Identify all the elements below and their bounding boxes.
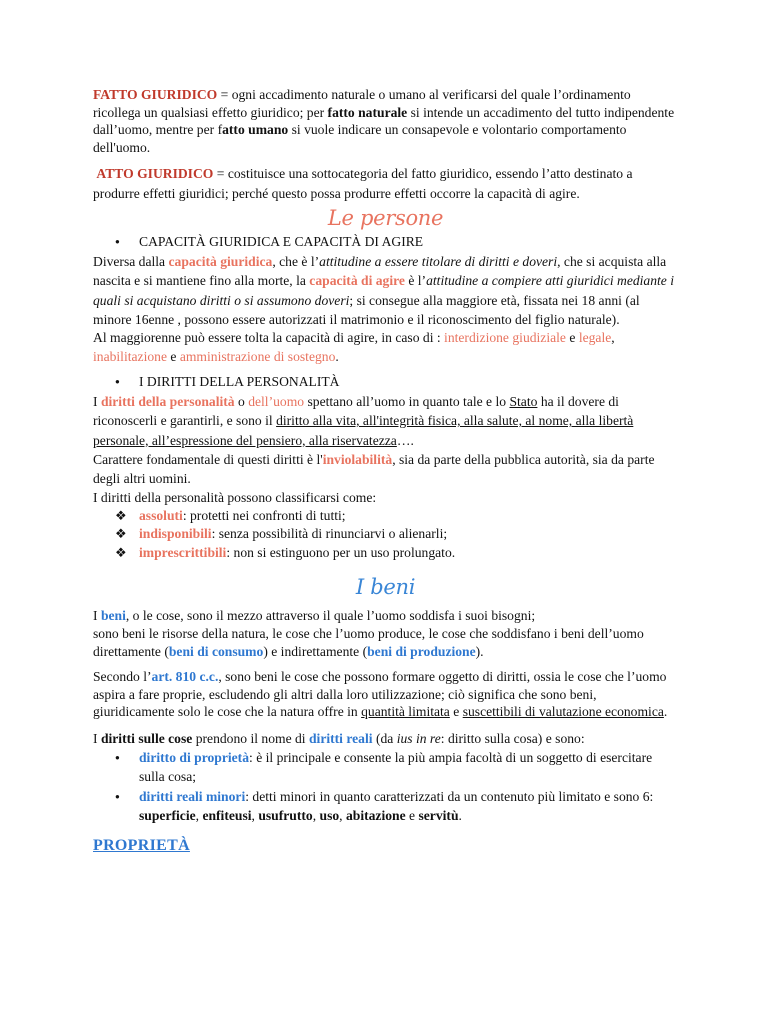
text: si vuole indicare un consapevole e volontario comportamento dell'uomo. (93, 122, 627, 155)
text: e (565, 330, 579, 346)
text: , sia da parte della pubblica autorità, sia da parte degli altri uomini. (93, 451, 655, 486)
text: (da (372, 731, 397, 747)
text: : detti minori in quanto caratterizzati da un contenuto più limitato e sono 6: (245, 788, 654, 804)
term-art-810: art. 810 c.c. (151, 669, 219, 685)
paragraph-classificazione: I diritti della personalità possono classificarsi come: (93, 489, 377, 505)
separator: e (405, 807, 419, 823)
underlined-term: suscettibili di valutazione economica (462, 704, 664, 720)
paragraph-beni-intro (93, 606, 678, 626)
heading-le-persone: Le persone (327, 206, 444, 231)
latin-term: ius in re (396, 731, 441, 747)
text: I (93, 393, 101, 409)
bullet-item-capacita: ● CAPACITÀ GIURIDICA E CAPACITÀ DI AGIRE (93, 233, 678, 252)
term: assoluti (139, 507, 183, 523)
term-diritti-sulle-cose: diritti sulle cose (100, 731, 193, 747)
paragraph-capacita (93, 252, 678, 329)
text: = ogni accadimento naturale o umano al verificarsi del quale l’ordinamento ricollega un qualsiasi effetto giuridico; per (93, 87, 631, 120)
bullet-list-capacita (93, 233, 678, 252)
text: : è il principale e consente la più ampia facoltà di un soggetto di esercitare sulla cosa; (139, 750, 653, 785)
text: sono beni le risorse della natura, le cose che l’uomo produce, le cose che soddisfano i beni dell’uomo direttamente ( (93, 626, 644, 659)
heading-proprieta: PROPRIETÀ (93, 837, 190, 855)
text: e (449, 704, 463, 720)
term-beni-consumo: beni di consumo (168, 643, 264, 659)
text: . (663, 704, 668, 720)
text: Diversa dalla (93, 253, 169, 269)
list-item (93, 507, 678, 526)
paragraph-carattere (93, 450, 678, 488)
term-diritti-reali: diritti reali (308, 731, 373, 747)
term: enfiteusi (202, 807, 252, 823)
text: o (234, 393, 249, 409)
definition: attitudine a essere titolare di diritti e doveri (319, 253, 558, 269)
term-capacita-giuridica: capacità giuridica (168, 253, 273, 269)
paragraph-diritti-personalita (93, 392, 678, 450)
paragraph-atto-giuridico (93, 164, 678, 203)
diamond-icon: ❖ (115, 526, 127, 542)
list-item (93, 748, 678, 787)
underlined-list: diritto alla vita, all'integrità fisica, alla salute, al nome, alla libertà personale, all’espressione del pensiero, alla riservatezza (93, 413, 634, 448)
separator: , (312, 807, 320, 823)
bullet-list-diritti (93, 373, 678, 392)
text: …. (396, 432, 414, 448)
text: , (611, 330, 615, 346)
term-diritti-personalita: diritti della personalità (100, 393, 235, 409)
term: indisponibili (139, 526, 212, 542)
text: I (93, 607, 101, 623)
text: ) e indirettamente ( (263, 643, 368, 659)
text: ). (475, 643, 484, 659)
term-inviolabilita: inviolabilità (322, 451, 393, 467)
text: ha il dovere di riconoscerli e garantirli, e sono il (93, 393, 619, 429)
term-legale: legale (578, 330, 612, 346)
diamond-list (93, 507, 678, 563)
paragraph-maggiorenne (93, 329, 678, 366)
term: servitù (418, 807, 459, 823)
separator: , (339, 807, 346, 823)
paragraph-fatto-giuridico (93, 86, 678, 156)
bullet-list-diritti-reali (93, 748, 678, 825)
separator: . (458, 807, 462, 823)
text: = costituisce una sottocategoria del fatto giuridico, essendo l’atto destinato a produrre effetti giuridici; perché questo possa produrre effetti occorre la capacità di agire. (93, 166, 633, 201)
term-beni-produzione: beni di produzione (367, 643, 476, 659)
term: uso (319, 807, 340, 823)
term: imprescrittibili (139, 545, 227, 561)
term-atto-giuridico: ATTO GIURIDICO (96, 166, 214, 182)
term-interdizione: interdizione giudiziale (444, 330, 566, 346)
term-capacita-di-agire: capacità di agire (309, 273, 405, 289)
term-diritti-reali-minori: diritti reali minori (139, 788, 246, 804)
term-stato: Stato (509, 393, 538, 409)
list-item (93, 544, 678, 563)
term-beni: beni (100, 607, 126, 623)
text: ; si consegue alla maggiore età, fissata nei 18 anni (al minore 16enne , possono essere autorizzati il matrimonio e il riconoscimento del figlio naturale). (93, 292, 640, 327)
bullet-item-diritti: ● I DIRITTI DELLA PERSONALITÀ (93, 373, 678, 392)
list-item (93, 525, 678, 544)
text: I (93, 731, 101, 747)
separator: , (251, 807, 259, 823)
text: . (335, 348, 339, 364)
term-atto-umano: atto umano (222, 122, 289, 138)
paragraph-diritti-reali (93, 729, 678, 748)
text: : protetti nei confronti di tutti; (182, 507, 346, 523)
paragraph-art-810 (93, 668, 678, 721)
term-diritto-proprieta: diritto di proprietà (139, 750, 250, 766)
text: Al maggiorenne può essere tolta la capacità di agire, in caso di : (93, 330, 445, 346)
document-page (93, 86, 678, 855)
term: usufrutto (258, 807, 313, 823)
diamond-icon: ❖ (115, 507, 127, 523)
definition: attitudine a compiere atti giuridici mediante i quali si acquistano diritti o si assumono doveri (93, 273, 675, 308)
term: abitazione (345, 807, 406, 823)
text: e (166, 348, 180, 364)
text: Carattere fondamentale di questi diritti è l' (93, 451, 323, 467)
heading-i-beni: I beni (355, 574, 416, 599)
text: , o le cose, sono il mezzo attraverso il quale l’uomo soddisfa i suoi bisogni; (125, 607, 536, 623)
text: : diritto sulla cosa) e sono: (440, 731, 585, 747)
text: : non si estinguono per un uso prolungato. (226, 545, 456, 561)
list-item (93, 787, 678, 826)
text: : senza possibilità di rinunciarvi o alienarli; (211, 526, 448, 542)
diamond-icon: ❖ (115, 545, 127, 561)
text: , che si acquista alla nascita e si mantiene fino alla morte, la (93, 253, 667, 289)
term-dell-uomo: dell’uomo (248, 393, 305, 409)
separator: , (195, 807, 203, 823)
term: superficie (139, 807, 196, 823)
text: , sono beni le cose che possono formare oggetto di diritti, ossia le cose che l’uomo aspira a fare proprie, escludendo gli altri dalla loro utilizzazione; ciò significa che sono beni, giuridicamente solo le cose che la natura offre in (93, 669, 667, 720)
text: , che è l’ (272, 253, 320, 269)
text: Secondo l’ (93, 669, 152, 685)
text: spettano all’uomo in quanto tale e lo (304, 393, 510, 409)
paragraph-beni-tipi (93, 625, 678, 660)
term-fatto-naturale: fatto naturale (327, 104, 408, 120)
term-fatto-giuridico: FATTO GIURIDICO (93, 87, 218, 102)
term-amministrazione: amministrazione di sostegno (179, 348, 336, 364)
text: prendono il nome di (192, 731, 309, 747)
term-inabilitazione: inabilitazione (93, 348, 167, 364)
underlined-term: quantità limitata (361, 704, 450, 720)
text: è l’ (404, 273, 427, 289)
text: si intende un accadimento del tutto indipendente dall’uomo, mentre per f (93, 104, 675, 138)
